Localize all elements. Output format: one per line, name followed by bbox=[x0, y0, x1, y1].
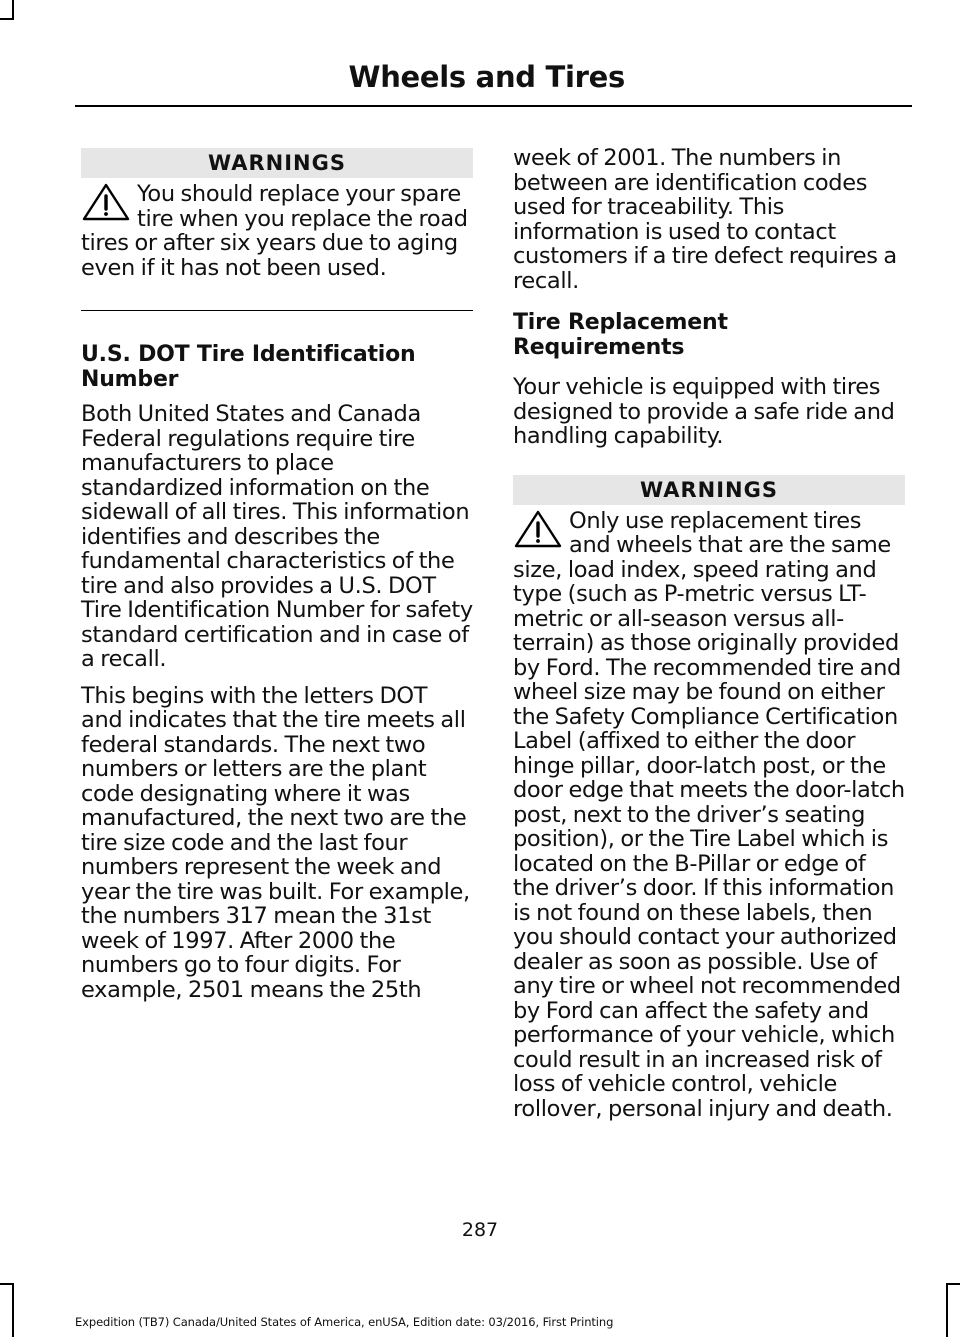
warning-text-2: Only use replacement tires and wheels that are the same size, load index, speed rating and type (such as P-metric versus LT-metric or all-season versus all-terrain) as those originally provided by Ford. The recommended tire and wheel size may be found on either the Safety Compliance Certification Label (affixed to either the door hinge pillar, door-latch post, or the door edge that meets the door-latch post, next to the driver’s seating position), or the Tire Label which is located on the B-Pillar or edge of the driver’s door. If this information is not found on these labels, then you should contact your authorized dealer as soon as possible. Use of any tire or wheel not recommended by Ford can affect the safety and performance of your vehicle, which could result in an increased risk of loss of vehicle control, vehicle rollover, personal injury and death. bbox=[513, 507, 905, 1122]
header-rule bbox=[75, 105, 912, 107]
tire-replacement-heading: Tire Replacement Requirements bbox=[513, 310, 728, 360]
warning-block bbox=[81, 182, 473, 280]
warning-end-rule bbox=[81, 310, 473, 311]
warning-block-2 bbox=[513, 509, 905, 1122]
edition-footer: Expedition (TB7) Canada/United States of America, enUSA, Edition date: 03/2016, First Printing bbox=[75, 1315, 614, 1329]
warning-triangle-icon bbox=[513, 509, 563, 549]
warning-text: You should replace your spare tire when you replace the road tires or after six years due to aging even if it has not been used. bbox=[81, 181, 468, 281]
dot-tire-id-heading: U.S. DOT Tire Identification Number bbox=[81, 342, 416, 392]
warning-triangle-icon bbox=[81, 182, 131, 222]
right-column bbox=[513, 146, 905, 1121]
continued-paragraph: week of 2001. The numbers in between are identification codes used for traceability. This information is used to contact customers if a tire defect requires a recall. bbox=[513, 145, 897, 294]
page-number: 287 bbox=[461, 1219, 499, 1241]
crop-mark-bottom-right bbox=[946, 1283, 948, 1337]
dot-paragraph-2: This begins with the letters DOT and indicates that the tire meets all federal standards. The next two numbers or letters are the plant code designating where it was manufactured, the next two are the tire size code and the last four numbers represent the week and year the tire was built. For example, the numbers 317 mean the 31st week of 1997. After 2000 the numbers go to four digits. For example, 2501 means the 25th bbox=[81, 682, 470, 1003]
crop-mark-bottom-left bbox=[12, 1283, 14, 1337]
warning-heading: WARNINGS bbox=[81, 148, 473, 178]
crop-mark-top-left bbox=[12, 0, 14, 20]
dot-paragraph-1: Both United States and Canada Federal regulations require tire manufacturers to place standardized information on the sidewall of all tires. This information identifies and describes the fundamental characteristics of the tire and also provides a U.S. DOT Tire Identification Number for safety standard certification and in case of a recall. bbox=[81, 401, 473, 672]
tire-replacement-paragraph: Your vehicle is equipped with tires designed to provide a safe ride and handling capability. bbox=[513, 374, 895, 449]
crop-mark-bottom-left-h bbox=[0, 1283, 14, 1285]
section-title: Wheels and Tires bbox=[348, 60, 625, 94]
crop-mark-bottom-right-h bbox=[946, 1283, 960, 1285]
crop-mark-top-left-h bbox=[0, 18, 14, 20]
warning-heading-2: WARNINGS bbox=[513, 475, 905, 505]
left-column bbox=[81, 148, 473, 1002]
